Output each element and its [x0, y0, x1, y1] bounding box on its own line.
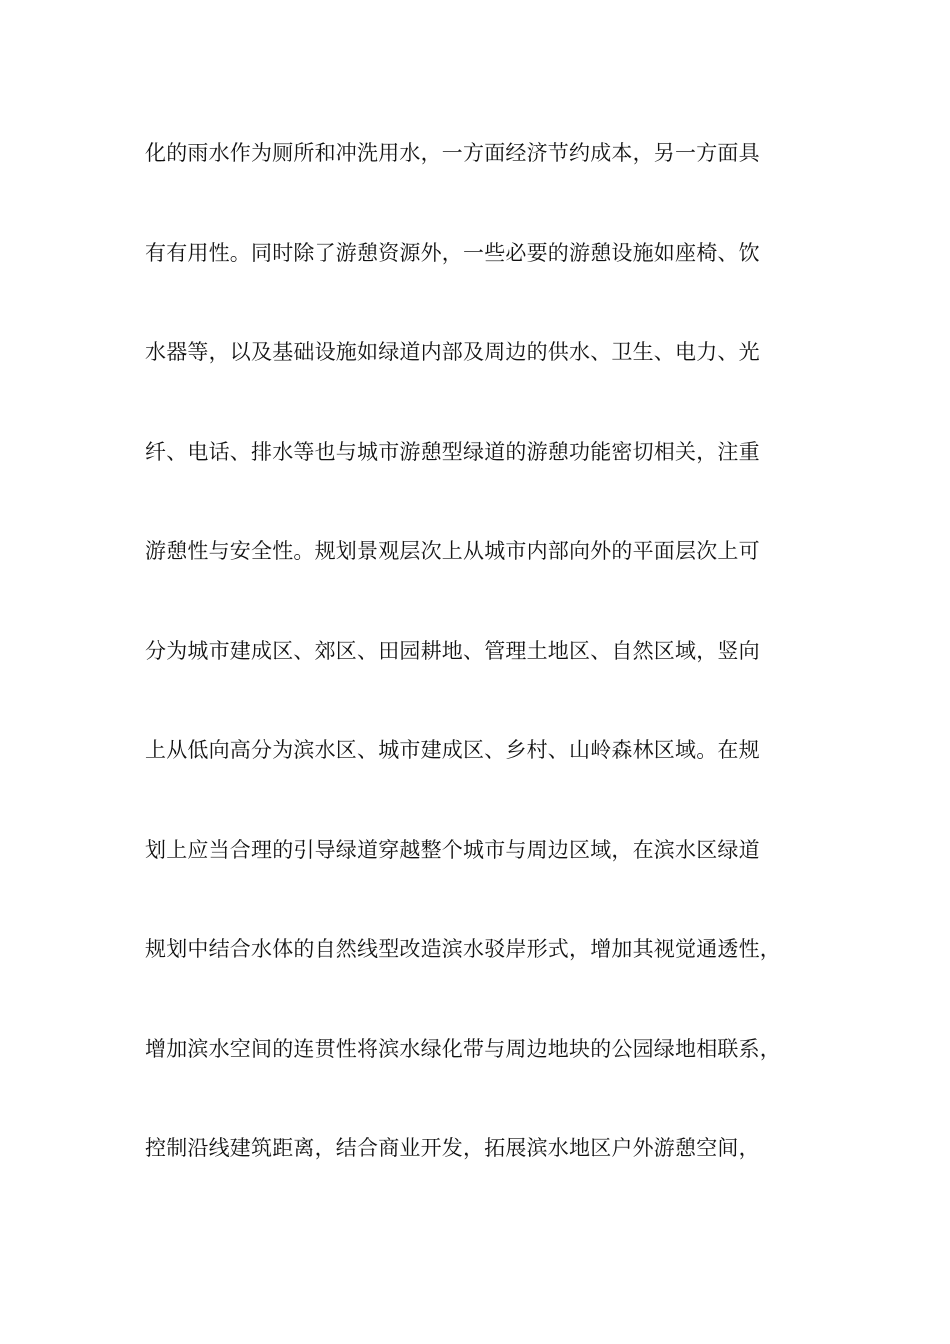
- text-line: 化的雨水作为厕所和冲洗用水，一方面经济节约成本，另一方面具: [145, 141, 760, 165]
- text-line: 上从低向高分为滨水区、城市建成区、乡村、山岭森林区域。在规: [145, 738, 760, 762]
- text-line: 纤、电话、排水等也与城市游憩型绿道的游憩功能密切相关，注重: [145, 439, 760, 464]
- text-line: 游憩性与安全性。规划景观层次上从城市内部向外的平面层次上可: [145, 539, 760, 563]
- body-text: [145, 131, 835, 1226]
- text-line: 有有用性。同时除了游憩资源外，一些必要的游憩设施如座椅、饮: [145, 240, 760, 265]
- text-line: 控制沿线建筑距离，结合商业开发，拓展滨水地区户外游憩空间，: [145, 1136, 760, 1160]
- text-line: 规划中结合水体的自然线型改造滨水驳岸形式，增加其视觉通透性，: [145, 937, 781, 961]
- text-line: 增加滨水空间的连贯性将滨水绿化带与周边地块的公园绿地相联系，: [145, 1036, 781, 1061]
- text-line: 分为城市建成区、郊区、田园耕地、管理土地区、自然区域，竖向: [145, 638, 760, 663]
- text-line: 划上应当合理的引导绿道穿越整个城市与周边区域，在滨水区绿道: [145, 837, 760, 862]
- text-line: 水器等，以及基础设施如绿道内部及周边的供水、卫生、电力、光: [145, 340, 760, 364]
